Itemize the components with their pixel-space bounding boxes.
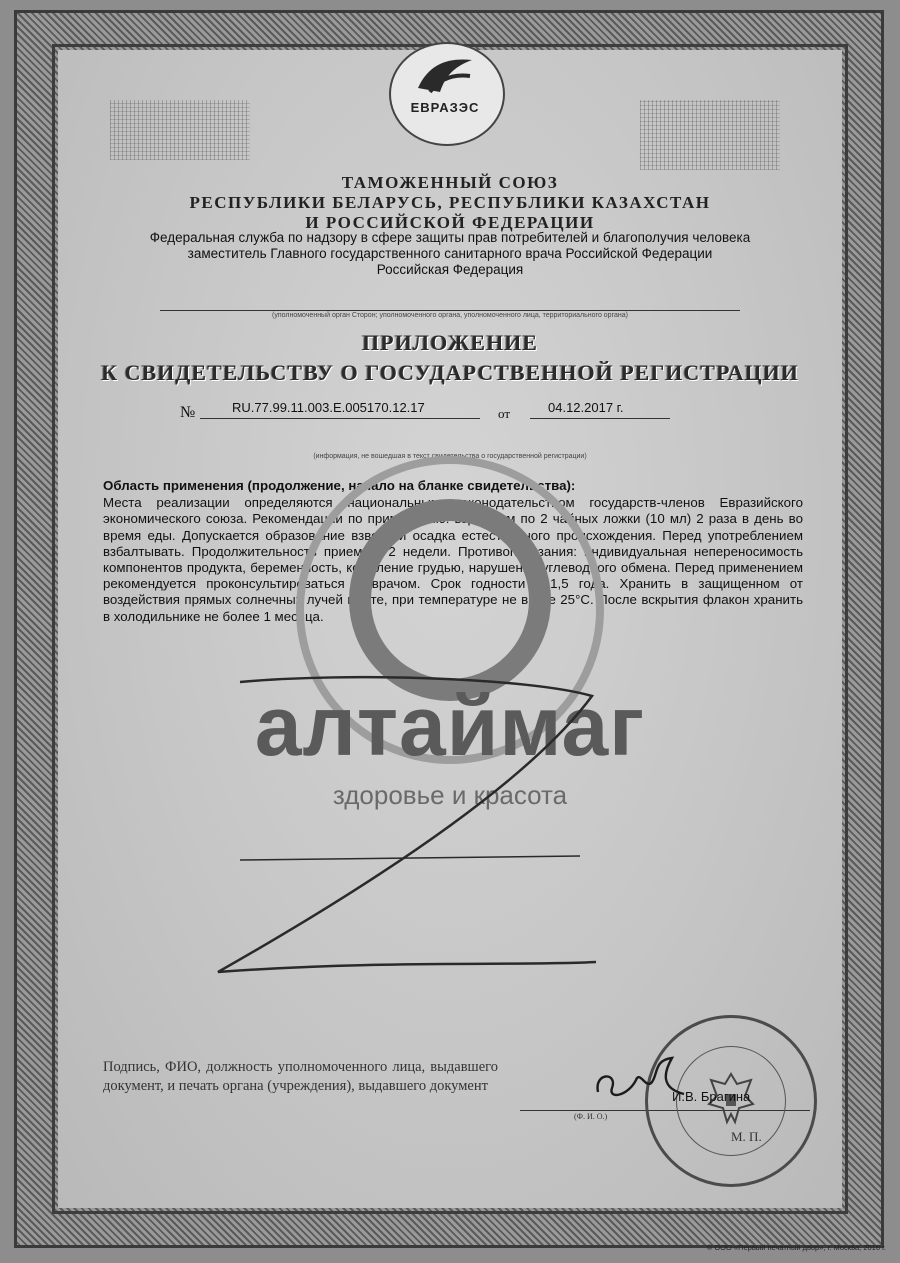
appendix-title: ПРИЛОЖЕНИЕ [362,330,538,355]
seal-mark: М. П. [731,1129,762,1144]
scope-heading: Область применения (продолжение, начало на бланке свидетельства): [103,478,576,493]
reg-date-label: от [498,406,511,421]
reg-number-label: № [180,404,196,421]
header-union: ТАМОЖЕННЫЙ СОЮЗ [341,173,559,192]
header-federation: И РОССИЙСКОЙ ФЕДЕРАЦИИ [305,213,595,232]
reg-number: RU.77.99.11.003.E.005170.12.17 [232,400,425,415]
signer-name: И.В. Брагина [672,1089,751,1104]
guilloche-pattern-right [640,100,780,170]
organ-underline [160,310,740,311]
appendix-subtitle: К СВИДЕТЕЛЬСТВУ О ГОСУДАРСТВЕННОЙ РЕГИСТРАЦИИ [101,360,799,385]
z-cancellation-mark [200,660,620,1000]
emblem-caption: ЕВРАЗЭС [410,100,480,115]
guilloche-pattern-left [110,100,250,160]
watermark-tagline: здоровье и красота [332,780,568,810]
reg-date: 04.12.2017 г. [548,400,624,415]
header-republics: РЕСПУБЛИКИ БЕЛАРУСЬ, РЕСПУБЛИКИ КАЗАХСТАН [189,193,711,212]
header-country: Российская Федерация [376,262,524,277]
reg-date-underline [530,418,670,419]
reg-hint: (информация, не вошедшая в текст свидетельства о государственной регистрации) [313,453,587,460]
printer-imprint: © ООО «Первый печатный двор», г. Москва, 2016 г. [706,1243,886,1252]
watermark-brand: алтаймаг [254,679,646,773]
signer-fio-hint: (Ф. И. О.) [574,1112,608,1121]
emblem-bird-icon [410,52,480,100]
signature-caption: Подпись, ФИО, должность уполномоченного лица, выдавшего документ, и печать органа (учреждения), выдавшего документ [103,1059,498,1094]
header-agency: Федеральная служба по надзору в сфере защиты прав потребителей и благополучия человека [149,230,751,245]
scope-text: Места реализации определяются национальным законодательством государств-членов Евразийского экономического союза. Рекомендации по применению: взрослым по 2 чайных ложки (10 мл) 2 раза в день во время еды. Допускается образование взвеси и осадка естественного происхождения. Перед употреблением взбалтывать. Продолжительность приема - 2 недели. Противопоказания: индивидуальная непереносимость компонентов продукта, беременность, кормление грудью, нарушения углеводного обмена. Перед применением рекомендуется проконсультироваться с врачом. Срок годности - 1,5 года. Хранить в защищенном от воздействия прямых солнечных лучей месте, при температуре не выше 25°С. После вскрытия флакон хранить в холодильнике не более 1 месяца. [103,495,803,624]
reg-number-underline [200,418,480,419]
organ-hint: (уполномоченный орган Сторон; уполномоченного органа, уполномоченного лица, территориального органа) [272,312,628,319]
header-deputy: заместитель Главного государственного санитарного врача Российской Федерации [187,246,713,261]
